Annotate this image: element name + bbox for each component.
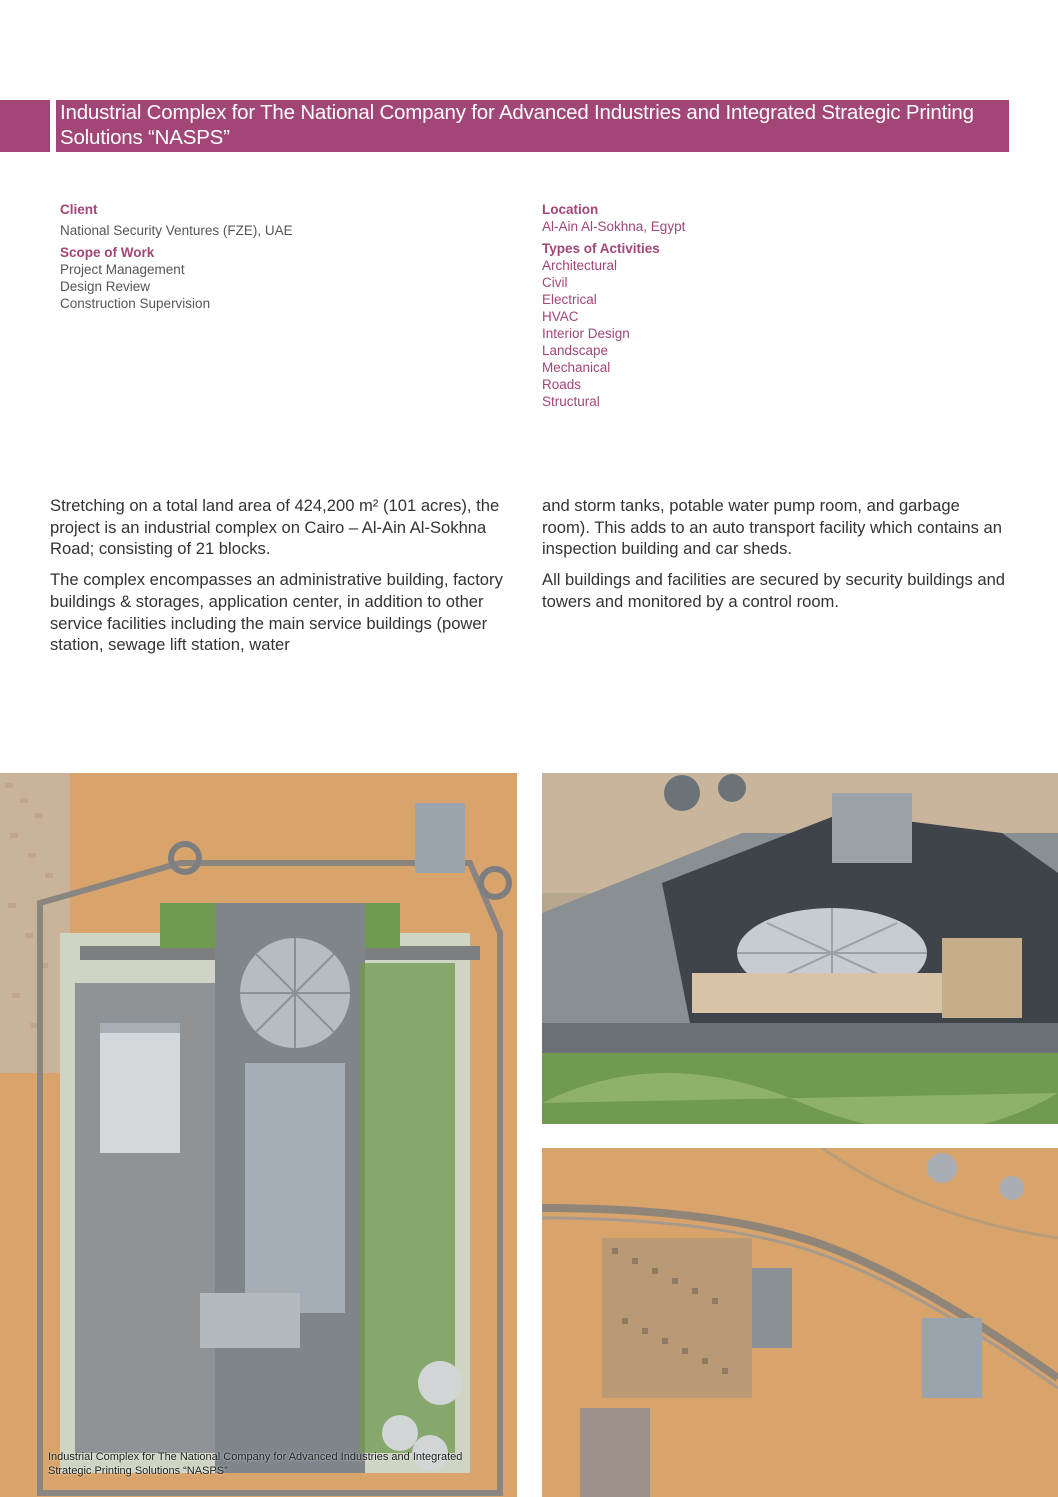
location-label: Location — [542, 202, 599, 217]
perspective-aerial-photo — [542, 773, 1058, 1124]
scope-item: Project Management — [60, 262, 185, 277]
activity-item: HVAC — [542, 309, 579, 324]
activity-item: Interior Design — [542, 326, 630, 341]
paragraph: and storm tanks, potable water pump room, and garbage room). This adds to an auto transport facility which contains an inspection building and car sheds. — [542, 496, 1002, 559]
info-left-column — [60, 201, 293, 312]
activity-item: Roads — [542, 377, 582, 392]
paragraph: All buildings and facilities are secured by security buildings and towers and monitored by a control room. — [542, 570, 1006, 611]
scope-item: Design Review — [60, 279, 151, 294]
activity-item: Structural — [542, 394, 600, 409]
activity-item: Electrical — [542, 292, 597, 307]
accent-bar — [0, 100, 50, 152]
info-right-column — [542, 201, 685, 410]
activity-item: Architectural — [542, 258, 618, 273]
photo-caption: Industrial Complex for The National Company for Advanced Industries and Integrated Strategic Printing Solutions “NASPS” — [48, 1451, 463, 1477]
client-value: National Security Ventures (FZE), UAE — [60, 223, 293, 238]
activity-item: Landscape — [542, 343, 609, 358]
page-title: Industrial Complex for The National Company for Advanced Industries and Integrated Strategic Printing Solutions “NASPS” — [56, 100, 1009, 152]
site-location-map — [542, 1148, 1058, 1497]
activity-item: Mechanical — [542, 360, 611, 375]
client-label: Client — [60, 202, 98, 217]
body-text-left — [50, 495, 518, 665]
location-value: Al-Ain Al-Sokhna, Egypt — [542, 219, 686, 234]
paragraph: The complex encompasses an administrative building, factory buildings & storages, application center, in addition to other service facilities including the main service buildings (power station, sewage lift station, water — [50, 570, 503, 655]
activities-label: Types of Activities — [542, 241, 660, 256]
scope-label: Scope of Work — [60, 245, 155, 260]
scope-item: Construction Supervision — [60, 296, 211, 311]
paragraph: Stretching on a total land area of 424,200 m² (101 acres), the project is an industrial complex on Cairo – Al-Ain Al-Sokhna Road; consisting of 21 blocks. — [50, 496, 500, 559]
aerial-satellite-photo — [0, 773, 517, 1497]
body-text-right — [542, 495, 1012, 622]
activity-item: Civil — [542, 275, 568, 290]
